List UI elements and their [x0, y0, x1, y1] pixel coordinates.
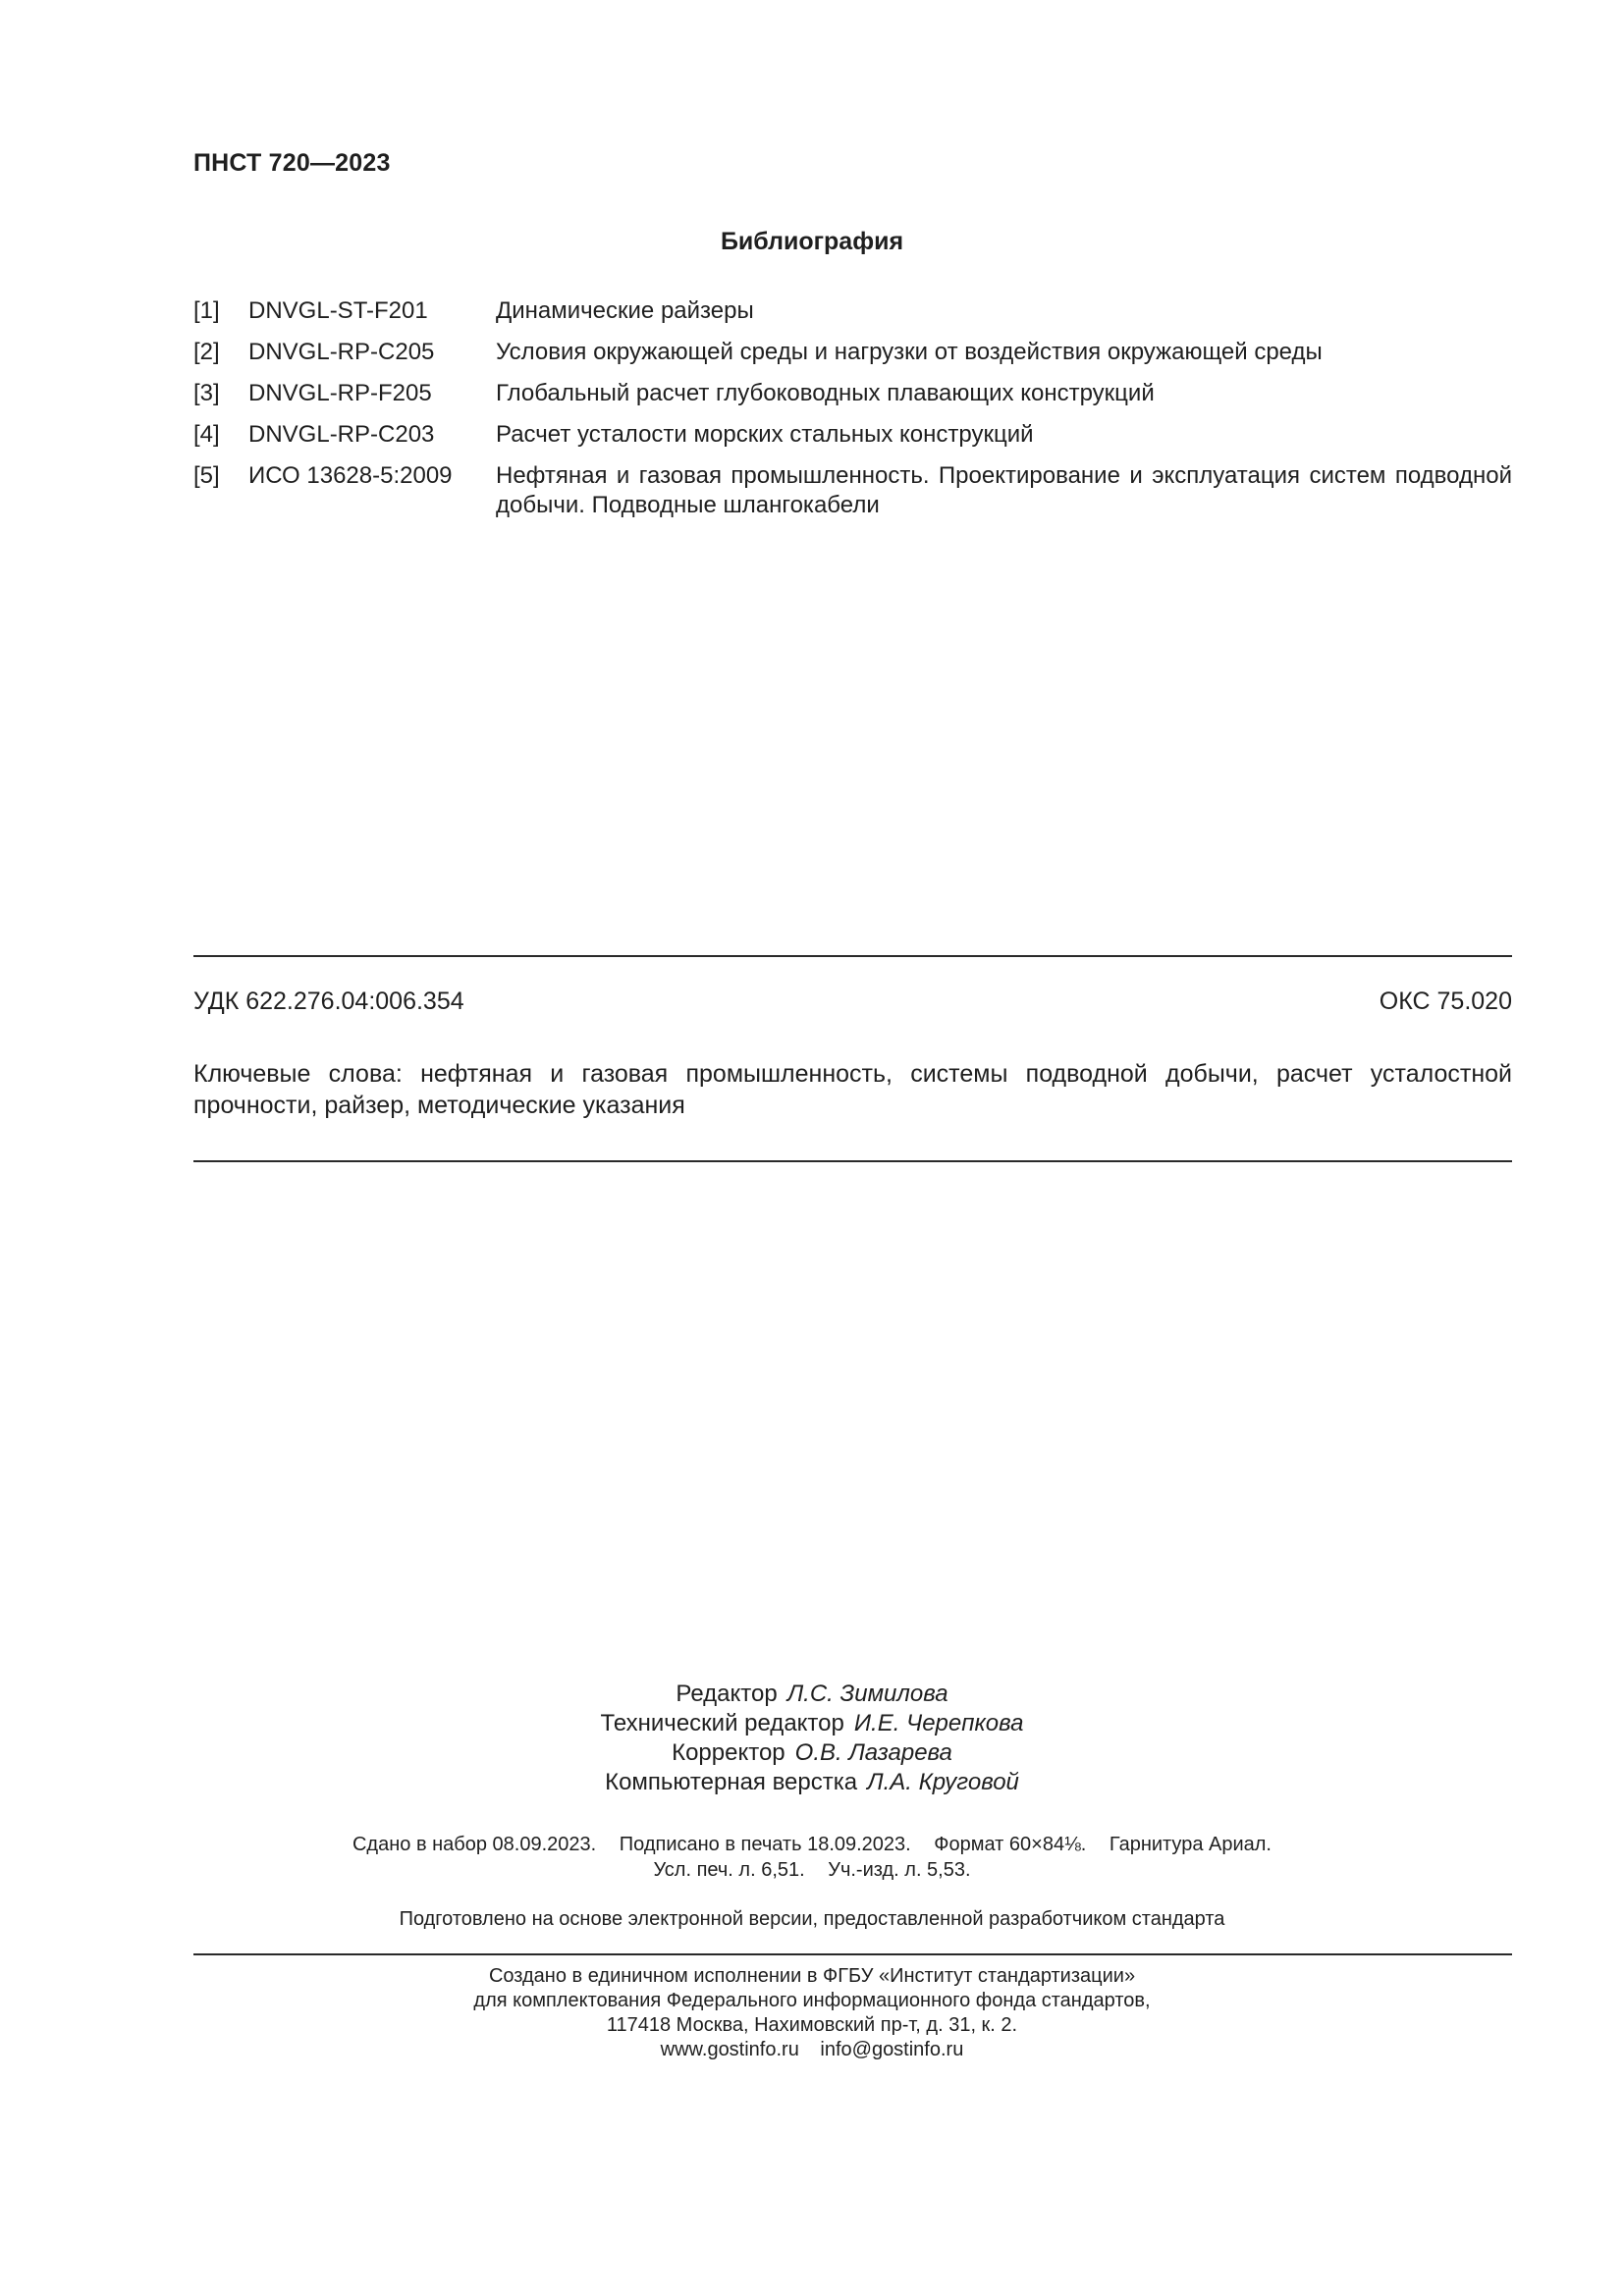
entry-title: Динамические райзеры: [496, 297, 754, 324]
entry-title: Условия окружающей среды и нагрузки от воздействия окружающей среды: [496, 339, 1323, 365]
entry-number: [2]: [193, 339, 220, 365]
bibliography-title: Библиография: [720, 228, 904, 255]
credit-name: Л.А. Круговой: [867, 1769, 1019, 1795]
submitted-date: Сдано в набор 08.09.2023.: [352, 1834, 597, 1855]
bibliography-entry: [193, 379, 1512, 408]
credit-name: О.В. Лазарева: [794, 1739, 952, 1766]
credit-name: Л.С. Зимилова: [786, 1681, 948, 1707]
divider-middle: [193, 1160, 1512, 1162]
credit-line: [0, 1709, 1624, 1738]
bibliography-list: [193, 296, 1512, 532]
credit-line: [0, 1738, 1624, 1768]
publisher-block: [0, 1964, 1624, 2062]
entry-code: ИСО 13628-5:2009: [248, 462, 453, 489]
entry-code: DNVGL-RP-C205: [248, 339, 435, 365]
entry-number: [3]: [193, 380, 220, 406]
print-info: [0, 1832, 1624, 1883]
publisher-contacts: [0, 2038, 1624, 2062]
website-link[interactable]: www.gostinfo.ru: [660, 2039, 799, 2060]
typeface: Гарнитура Ариал.: [1109, 1834, 1272, 1855]
udk-code: УДК 622.276.04:006.354: [193, 988, 464, 1015]
entry-number: [4]: [193, 421, 220, 448]
entry-code: DNVGL-ST-F201: [248, 297, 428, 324]
edition-sheets: Уч.-изд. л. 5,53.: [828, 1859, 971, 1881]
prepared-note: Подготовлено на основе электронной версии, предоставленной разработчиком стандарта: [399, 1908, 1225, 1930]
publisher-line-2: для комплектования Федерального информационного фонда стандартов,: [473, 1990, 1151, 2011]
credit-role: Технический редактор: [600, 1710, 844, 1736]
credits-block: [0, 1680, 1624, 1797]
credit-line: [0, 1680, 1624, 1709]
email-link[interactable]: info@gostinfo.ru: [820, 2039, 964, 2060]
entry-number: [1]: [193, 297, 220, 324]
document-id: ПНСТ 720—2023: [193, 149, 391, 177]
bibliography-entry: [193, 420, 1512, 450]
signed-date: Подписано в печать 18.09.2023.: [619, 1834, 911, 1855]
entry-title: Нефтяная и газовая промышленность. Проектирование и эксплуатация систем подводной добычи. Подводные шлангокабели: [496, 462, 1512, 518]
divider-top: [193, 955, 1512, 957]
keywords-text: Ключевые слова: нефтяная и газовая промышленность, системы подводной добычи, расчет усталостной прочности, райзер, методические указания: [193, 1060, 1512, 1119]
bibliography-entry: [193, 338, 1512, 367]
bibliography-entry: [193, 296, 1512, 326]
oks-code: ОКС 75.020: [1379, 988, 1512, 1015]
credit-role: Редактор: [676, 1681, 778, 1707]
entry-code: DNVGL-RP-C203: [248, 421, 435, 448]
publisher-line-1: Создано в единичном исполнении в ФГБУ «Институт стандартизации»: [488, 1965, 1136, 1987]
entry-title: Расчет усталости морских стальных конструкций: [496, 421, 1034, 448]
entry-number: [5]: [193, 462, 220, 489]
credit-role: Корректор: [672, 1739, 785, 1766]
divider-bottom: [193, 1953, 1512, 1955]
credit-role: Компьютерная верстка: [605, 1769, 858, 1795]
bibliography-entry: [193, 461, 1512, 520]
publisher-address: 117418 Москва, Нахимовский пр-т, д. 31, к. 2.: [606, 2014, 1018, 2036]
print-info-line-2: [0, 1857, 1624, 1883]
printed-sheets: Усл. печ. л. 6,51.: [653, 1859, 805, 1881]
print-info-line-1: [0, 1832, 1624, 1857]
credit-name: И.Е. Черепкова: [853, 1710, 1024, 1736]
credit-line: [0, 1768, 1624, 1797]
paper-format: Формат 60×84⅛.: [934, 1834, 1087, 1855]
entry-title: Глобальный расчет глубоководных плавающих конструкций: [496, 380, 1155, 406]
entry-code: DNVGL-RP-F205: [248, 380, 432, 406]
